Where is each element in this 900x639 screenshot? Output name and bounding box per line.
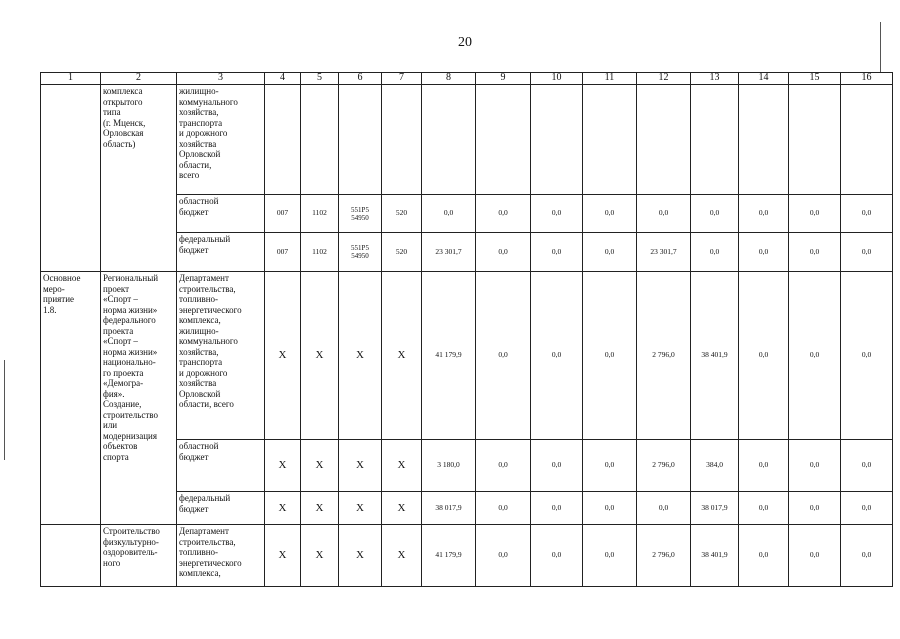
cell-c12: 2 796,0 bbox=[637, 440, 691, 492]
cell-c7: X bbox=[382, 492, 422, 525]
cell-c10: 0,0 bbox=[531, 233, 583, 272]
cell-c6: 551P5 54950 bbox=[339, 195, 382, 233]
cell-c10: 0,0 bbox=[531, 272, 583, 440]
cell-c11: 0,0 bbox=[583, 492, 637, 525]
cell-c13: 38 401,9 bbox=[691, 525, 739, 587]
cell-c6: 551P5 54950 bbox=[339, 233, 382, 272]
cell-c4: 007 bbox=[265, 195, 301, 233]
column-header: 13 bbox=[691, 73, 739, 85]
cell-c9: 0,0 bbox=[476, 233, 531, 272]
cell-c9: 0,0 bbox=[476, 195, 531, 233]
cell-c4: X bbox=[265, 440, 301, 492]
cell-c4: X bbox=[265, 272, 301, 440]
table-row bbox=[41, 85, 893, 195]
cell-c14: 0,0 bbox=[739, 233, 789, 272]
cell-c6: X bbox=[339, 440, 382, 492]
executor-label: Департамент строительства, топливно- энергетического комплекса, bbox=[177, 525, 265, 587]
column-header: 6 bbox=[339, 73, 382, 85]
cell-c12: 2 796,0 bbox=[637, 525, 691, 587]
cell-c15: 0,0 bbox=[789, 440, 841, 492]
column-header: 3 bbox=[177, 73, 265, 85]
cell-c9: 0,0 bbox=[476, 272, 531, 440]
cell-c11: 0,0 bbox=[583, 272, 637, 440]
cell-c13: 0,0 bbox=[691, 233, 739, 272]
cell-c7: X bbox=[382, 272, 422, 440]
cell-c4: 007 bbox=[265, 233, 301, 272]
column-header: 9 bbox=[476, 73, 531, 85]
cell-c9: 0,0 bbox=[476, 525, 531, 587]
cell-c14: 0,0 bbox=[739, 195, 789, 233]
cell-c15: 0,0 bbox=[789, 195, 841, 233]
column-header: 4 bbox=[265, 73, 301, 85]
cell-c7: X bbox=[382, 440, 422, 492]
event-description: Строительство физкультурно- оздоровитель- ного bbox=[101, 525, 177, 587]
column-header: 15 bbox=[789, 73, 841, 85]
column-header: 11 bbox=[583, 73, 637, 85]
cell-col1 bbox=[41, 85, 101, 272]
cell-c16: 0,0 bbox=[841, 440, 893, 492]
column-header: 1 bbox=[41, 73, 101, 85]
column-header-row bbox=[41, 73, 893, 85]
budget-label: федеральный бюджет bbox=[177, 492, 265, 525]
cell-c10: 0,0 bbox=[531, 195, 583, 233]
cell-c12: 0,0 bbox=[637, 195, 691, 233]
table-row bbox=[41, 272, 893, 440]
column-header: 16 bbox=[841, 73, 893, 85]
event-description: Региональный проект «Спорт – норма жизни» федерального проекта «Спорт – норма жизни» национально- го проекта «Демогра- фия». Создание, строительство или модернизация объектов спорта bbox=[101, 272, 177, 525]
cell-c16: 0,0 bbox=[841, 272, 893, 440]
cell-c9: 0,0 bbox=[476, 440, 531, 492]
column-header: 5 bbox=[301, 73, 339, 85]
cell-c8: 3 180,0 bbox=[422, 440, 476, 492]
cell-c5: X bbox=[301, 525, 339, 587]
cell-c11: 0,0 bbox=[583, 440, 637, 492]
column-header: 8 bbox=[422, 73, 476, 85]
column-header: 10 bbox=[531, 73, 583, 85]
budget-label: областной бюджет bbox=[177, 195, 265, 233]
cell-c8: 41 179,9 bbox=[422, 525, 476, 587]
cell-c10: 0,0 bbox=[531, 525, 583, 587]
column-header: 7 bbox=[382, 73, 422, 85]
right-margin-line bbox=[880, 22, 881, 72]
cell-c9: 0,0 bbox=[476, 492, 531, 525]
cell-c7: 520 bbox=[382, 195, 422, 233]
cell-c11: 0,0 bbox=[583, 525, 637, 587]
cell-c15: 0,0 bbox=[789, 492, 841, 525]
cell-c16: 0,0 bbox=[841, 233, 893, 272]
cell-col1 bbox=[41, 525, 101, 587]
table-row bbox=[41, 525, 893, 587]
cell-c15: 0,0 bbox=[789, 272, 841, 440]
executor-label: Департамент строительства, топливно- энергетического комплекса, жилищно- коммунального хозяйства, транспорта и дорожного хозяйства Орловской области, всего bbox=[177, 272, 265, 440]
cell-c16: 0,0 bbox=[841, 195, 893, 233]
cell-c13: 38 017,9 bbox=[691, 492, 739, 525]
cell-c6: X bbox=[339, 492, 382, 525]
cell-c5: X bbox=[301, 272, 339, 440]
event-description: комплекса открытого типа (г. Мценск, Орловская область) bbox=[101, 85, 177, 272]
cell-c12: 0,0 bbox=[637, 492, 691, 525]
cell-c4: X bbox=[265, 492, 301, 525]
cell-c10: 0,0 bbox=[531, 492, 583, 525]
cell-c4: X bbox=[265, 525, 301, 587]
budget-label: федеральный бюджет bbox=[177, 233, 265, 272]
budget-table bbox=[40, 72, 893, 587]
column-header: 14 bbox=[739, 73, 789, 85]
cell-c5: X bbox=[301, 492, 339, 525]
cell-c16: 0,0 bbox=[841, 525, 893, 587]
cell-c13: 384,0 bbox=[691, 440, 739, 492]
column-header: 2 bbox=[101, 73, 177, 85]
cell-c11: 0,0 bbox=[583, 233, 637, 272]
cell-c15: 0,0 bbox=[789, 525, 841, 587]
cell-c11: 0,0 bbox=[583, 195, 637, 233]
left-margin-line bbox=[4, 360, 5, 460]
cell-c6: X bbox=[339, 272, 382, 440]
cell-c14: 0,0 bbox=[739, 525, 789, 587]
cell-c12: 23 301,7 bbox=[637, 233, 691, 272]
column-header: 12 bbox=[637, 73, 691, 85]
page-number: 20 bbox=[458, 35, 472, 50]
cell-c12: 2 796,0 bbox=[637, 272, 691, 440]
cell-c13: 38 401,9 bbox=[691, 272, 739, 440]
cell-c5: 1102 bbox=[301, 233, 339, 272]
cell-c5: X bbox=[301, 440, 339, 492]
cell-c14: 0,0 bbox=[739, 440, 789, 492]
executor-label: жилищно- коммунального хозяйства, транспорта и дорожного хозяйства Орловской области, всего bbox=[177, 85, 265, 195]
cell-c14: 0,0 bbox=[739, 272, 789, 440]
cell-c15: 0,0 bbox=[789, 233, 841, 272]
cell-c5: 1102 bbox=[301, 195, 339, 233]
cell-c8: 0,0 bbox=[422, 195, 476, 233]
cell-c7: X bbox=[382, 525, 422, 587]
cell-c7: 520 bbox=[382, 233, 422, 272]
cell-c6: X bbox=[339, 525, 382, 587]
cell-c14: 0,0 bbox=[739, 492, 789, 525]
cell-c8: 23 301,7 bbox=[422, 233, 476, 272]
cell-c13: 0,0 bbox=[691, 195, 739, 233]
cell-c8: 41 179,9 bbox=[422, 272, 476, 440]
cell-c10: 0,0 bbox=[531, 440, 583, 492]
cell-c8: 38 017,9 bbox=[422, 492, 476, 525]
cell-c16: 0,0 bbox=[841, 492, 893, 525]
budget-label: областной бюджет bbox=[177, 440, 265, 492]
main-event-number: Основное меро- приятие 1.8. bbox=[41, 272, 101, 525]
